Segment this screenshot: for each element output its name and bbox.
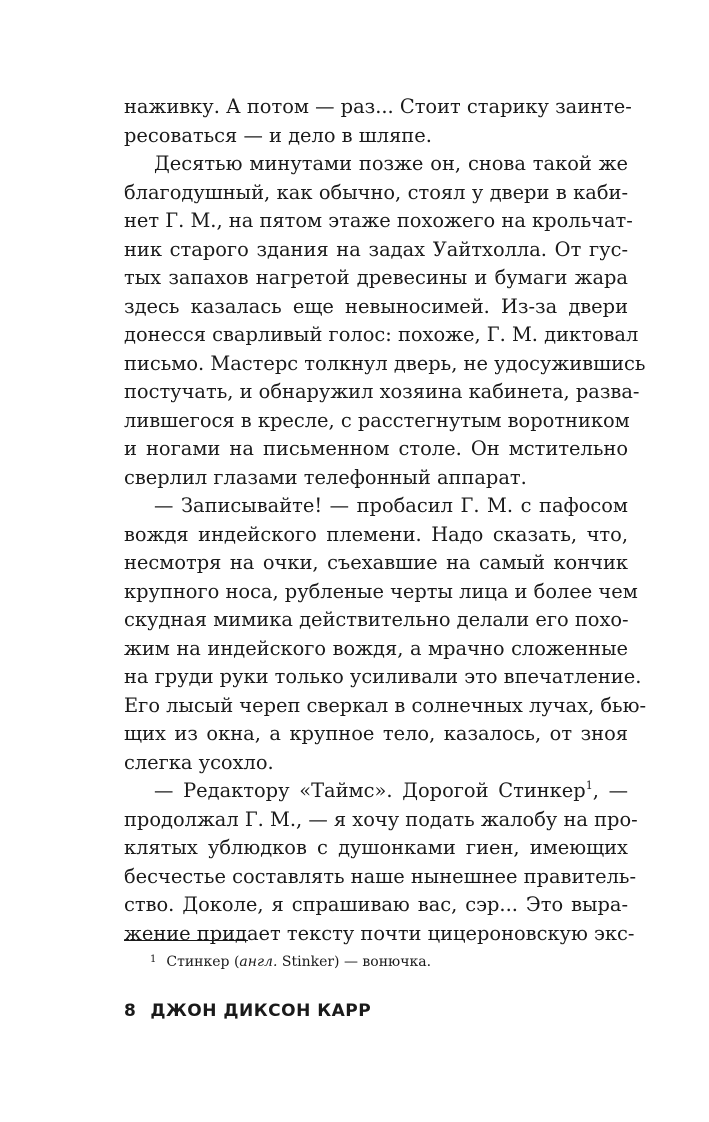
text-line: Его лысый череп сверкал в солнечных лучах, бью- [124,693,647,717]
text-segment: , — [592,779,629,802]
text-line: письмо. Мастерс толкнул дверь, не удосужившись [124,351,646,375]
running-footer [124,1001,371,1021]
text-line: ник старого здания на задах Уайтхолла. От гус- [124,237,628,261]
text-line: нет Г. М., на пятом этаже похожего на крольчат- [124,209,633,232]
text-line: жение придает тексту почти цицероновскую экс- [124,921,635,945]
text-line: Десятью минутами позже он, снова такой же [154,152,628,175]
text-line: клятых ублюдков с душонками гиен, имеющих [124,836,628,859]
text-line: вождя индейского племени. Надо сказать, что, [124,522,628,546]
text-line: донесся сварливый голос: похоже, Г. М. диктовал [124,323,639,346]
text-line: наживку. А потом — раз... Стоит старику заинте- [124,95,632,118]
text-line: постучать, и обнаружил хозяина кабинета, разва- [124,380,640,403]
text-line: крупного носа, рубленые черты лица и более чем [124,579,638,603]
text-line: благодушный, как обычно, стоял у двери в каби- [124,180,628,204]
text-line: сверлил глазами телефонный аппарат. [124,465,527,489]
text-line: слегка усохло. [124,750,274,774]
text-line: продолжал Г. М., — я хочу подать жалобу на про- [124,807,638,831]
text-line-with-footnote [124,777,628,806]
text-line: бесчестье составлять наше нынешнее правитель- [124,864,637,888]
text-segment: — Редактору «Таймс». Дорогой Стинкер [154,779,586,802]
footnote [150,953,431,971]
author-name: ДЖОН ДИКСОН КАРР [150,1001,372,1021]
text-line: на груди руки только усиливали это впечатление. [124,665,642,688]
text-line: ресоваться — и дело в шляпе. [124,123,432,147]
text-line: щих из окна, а крупное тело, казалось, от зноя [124,722,628,745]
text-line: здесь казалась еще невыносимей. Из-за двери [124,294,628,318]
text-line: жим на индейского вождя, а мрачно сложенные [124,636,628,660]
footnote-text: Стинкер ( [166,954,240,970]
text-line: и ногами на письменном столе. Он мстительно [124,437,628,460]
footnote-divider [124,940,248,941]
text-line: скудная мимика действительно делали его похо- [124,608,629,631]
text-line: лившегося в кресле, с расстегнутым воротником [124,408,630,432]
footnote-number: 1 [150,954,157,965]
footnote-reference: 1 [585,779,593,792]
text-line: — Записывайте! — пробасил Г. М. с пафосом [154,494,628,517]
text-line: ство. Доколе, я спрашиваю вас, сэр... Это выра- [124,893,628,916]
text-line: несмотря на очки, съехавшие на самый кончик [124,551,628,574]
footnote-abbreviation: англ. [239,954,278,970]
footnote-text: Stinker) — вонючка. [277,954,432,970]
body-text [124,93,647,948]
text-line: тых запахов нагретой древесины и бумаги жара [124,266,628,289]
page-number: 8 [124,1001,137,1021]
